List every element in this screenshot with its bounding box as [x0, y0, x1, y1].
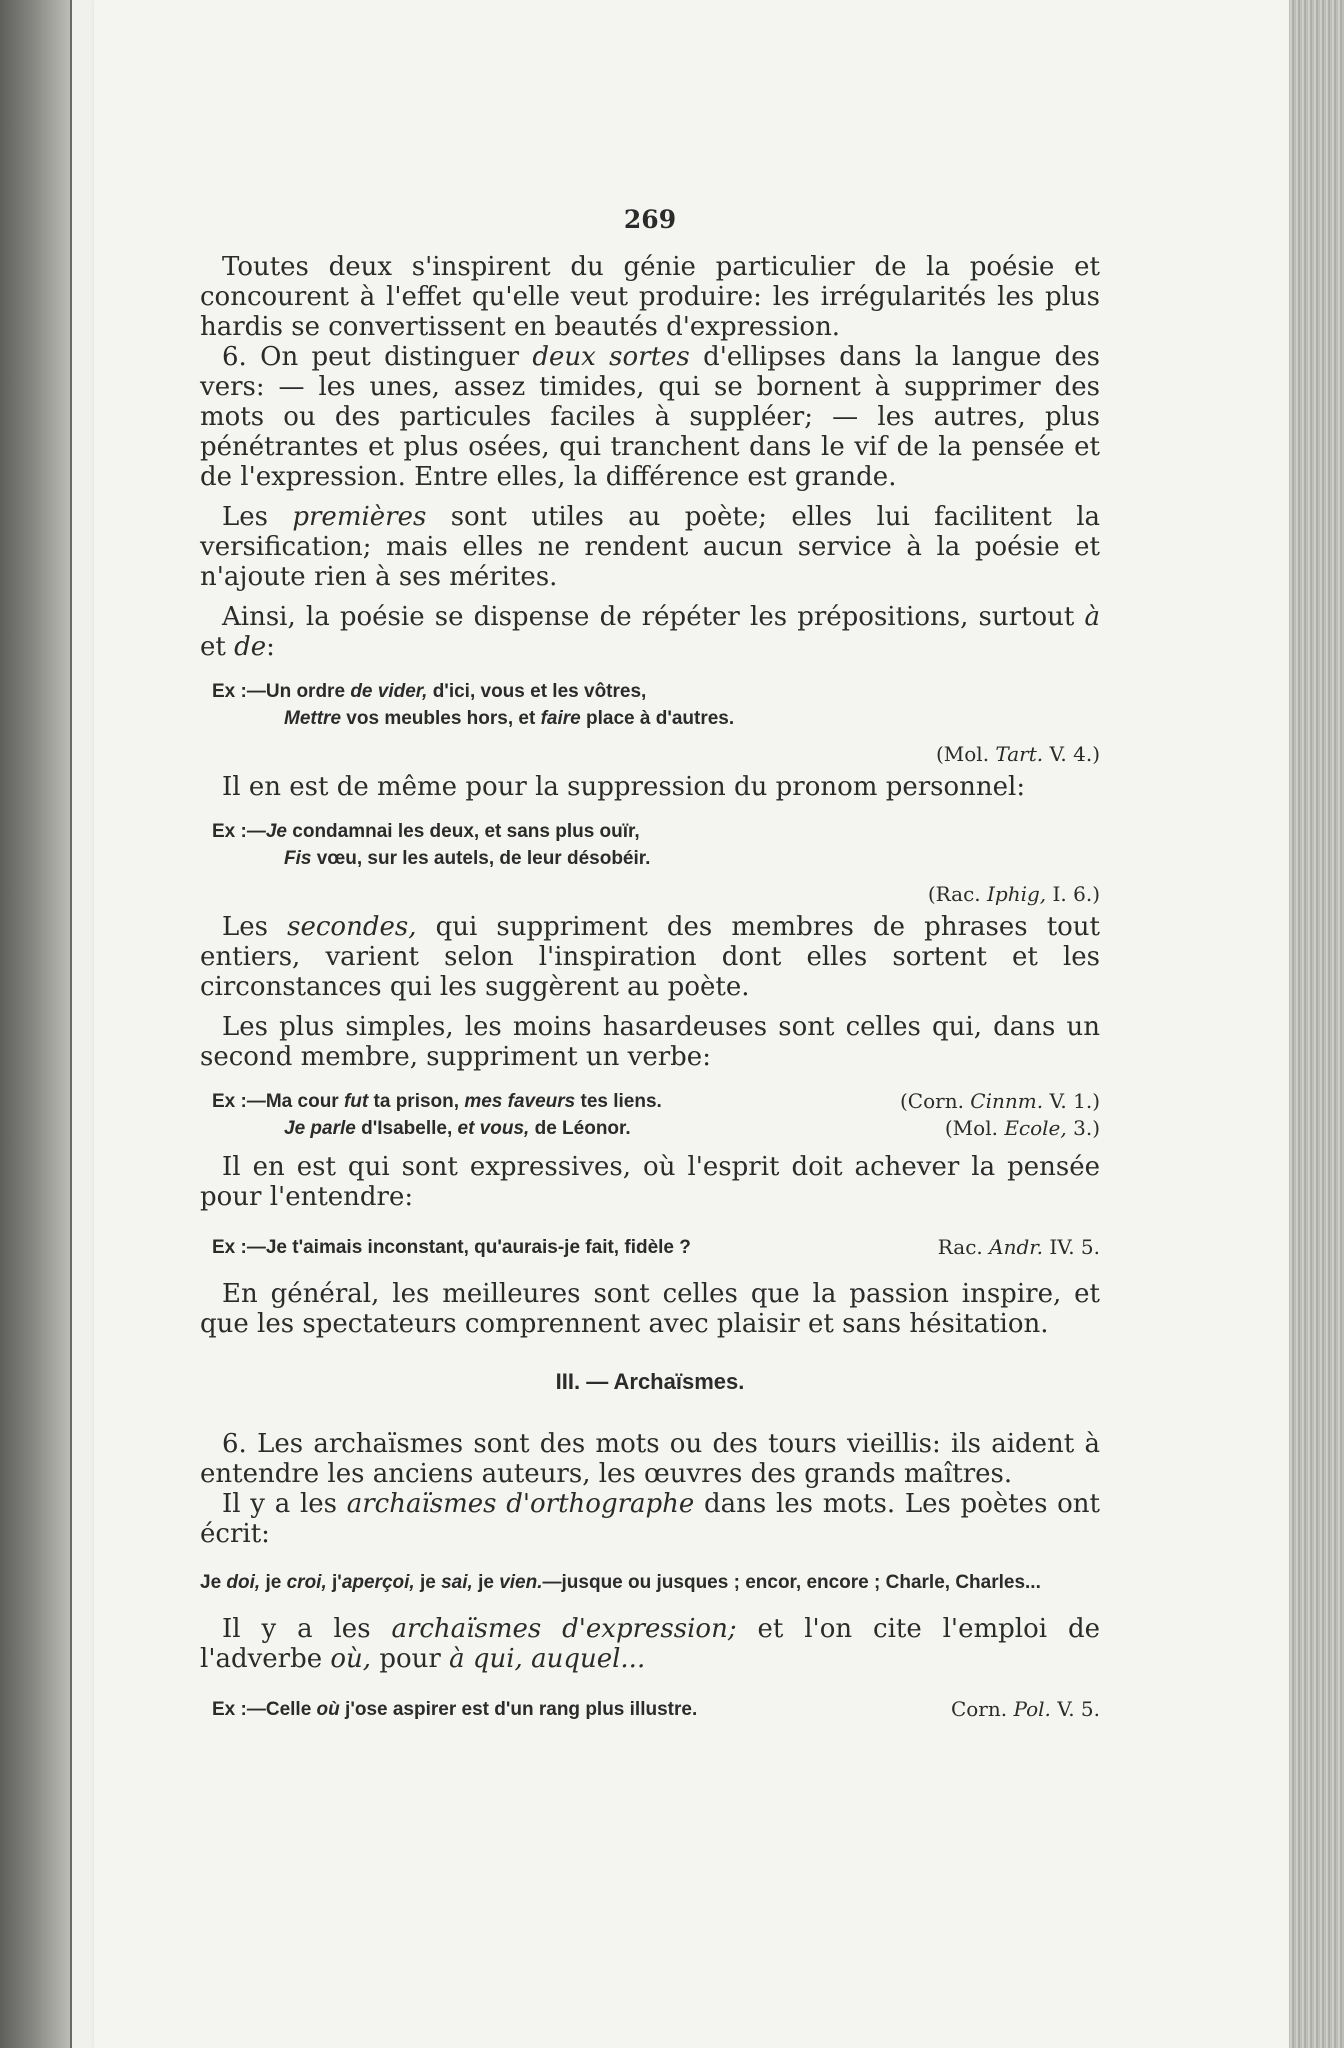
- paragraph-plus-simples: Les plus simples, les moins hasardeuses sont celles qui, dans un second membre, suppriment un verbe:: [200, 1012, 1100, 1072]
- text-span: Toutes deux s'inspirent du génie particulier de la poésie et concourent à l'effet qu'elle veut produire: les irrégularités les plus hardis se convertissent en beautés d'expression.: [200, 252, 1100, 342]
- text-span: IV. 5.: [1042, 1235, 1100, 1259]
- citation-polyeucte: [951, 1696, 1100, 1723]
- paragraph-archaismes: 6. Les archaïsmes sont des mots ou des tours vieillis: ils aident à entendre les anciens auteurs, les œuvres des grands maîtres.: [200, 1429, 1100, 1489]
- text-span: Il y a les: [222, 1614, 392, 1644]
- text-span: Ex :—: [212, 821, 266, 842]
- text-span: ta prison,: [368, 1091, 465, 1112]
- paragraph-expressives: Il en est qui sont expressives, où l'esprit doit achever la pensée pour l'entendre:: [200, 1152, 1100, 1212]
- paragraph-pronom: Il en est de même pour la suppression du pronom personnel:: [222, 772, 1026, 802]
- example-1: [212, 678, 1100, 732]
- paragraph-deux-sortes: [200, 342, 1100, 492]
- text-span: condamnai les deux, et sans plus ouïr,: [287, 821, 640, 842]
- text-span: Ex :—Un ordre: [212, 681, 351, 702]
- emphasis: Andr.: [989, 1235, 1043, 1259]
- emphasis: faire: [540, 708, 581, 729]
- text-span: Il y a les: [222, 1489, 347, 1519]
- emphasis: Je: [265, 821, 287, 842]
- emphasis-orthographe: archaïsmes d'orthographe: [346, 1489, 695, 1519]
- emphasis-expression: archaïsmes d'expression;: [391, 1614, 737, 1644]
- emphasis: croi,: [286, 1572, 327, 1593]
- paragraph-expression: [200, 1614, 1100, 1674]
- emphasis: à qui, auquel...: [449, 1644, 646, 1674]
- text-span: 3.): [1066, 1116, 1100, 1140]
- text-span: d'ellipses dans la langue des vers: — les unes, assez timides, qui se bornent à supprimer des mots ou des particules faciles à suppléer; — les autres, plus pénétrantes et plus osées, qui tranchent dans le vif de la pensée et de l'expression. Entre elles, la différence est grande.: [200, 342, 1100, 492]
- emphasis: Tart.: [995, 742, 1044, 766]
- emphasis: de vider,: [350, 681, 428, 702]
- emphasis: fut: [343, 1091, 369, 1112]
- emphasis: doi,: [226, 1572, 261, 1593]
- text-span: de Léonor.: [529, 1118, 631, 1139]
- text-span: V. 1.): [1043, 1089, 1100, 1113]
- emphasis-secondes: secondes,: [287, 912, 417, 942]
- citation-tartuffe: [200, 742, 1100, 766]
- example-line: [212, 1088, 1100, 1115]
- paragraph-toutes-deux: [200, 252, 1100, 342]
- text-span: qui suppriment des membres de phrases tout entiers, varient selon l'inspiration dont elles sortent et les circonstances qui les suggèrent au poète.: [200, 912, 1100, 1002]
- citation-iphigenie: [200, 882, 1100, 906]
- text-span: vœu, sur les autels, de leur désobéir.: [311, 848, 651, 869]
- text-span: Ainsi, la poésie se dispense de répéter les prépositions, surtout: [222, 602, 1085, 632]
- text-span: Ex :—Je t'aimais inconstant, qu'aurais-je fait, fidèle ?: [212, 1237, 691, 1258]
- page-text: [200, 205, 1100, 1733]
- emphasis-a: à: [1084, 602, 1100, 632]
- emphasis: Je parle: [284, 1118, 356, 1139]
- section-heading-archaismes: III. — Archaïsmes.: [555, 1369, 745, 1394]
- text-span: (Mol.: [935, 742, 996, 766]
- emphasis: Mettre: [284, 708, 342, 729]
- previous-page-edge: [70, 0, 96, 2048]
- emphasis: et vous,: [457, 1118, 530, 1139]
- citation-cinna: [900, 1088, 1100, 1115]
- text-span: dans les mots. Les poètes ont écrit:: [200, 1489, 1100, 1549]
- text-span: je: [260, 1572, 287, 1593]
- text-span: je: [414, 1572, 442, 1593]
- page-stack-edge: [1289, 0, 1344, 2048]
- page-number: 269: [623, 205, 677, 234]
- citation-andromaque: [938, 1234, 1100, 1261]
- example-2: [212, 818, 1100, 872]
- text-span: Ex :—Celle: [212, 1699, 317, 1720]
- paragraph-prepositions: [200, 602, 1100, 662]
- paragraph-en-general: En général, les meilleures sont celles que la passion inspire, et que les spectateurs comprennent avec plaisir et sans hésitation.: [200, 1279, 1100, 1339]
- emphasis-premieres: premières: [292, 502, 427, 532]
- text-span: Les: [222, 912, 288, 942]
- example-line: [212, 678, 1100, 705]
- text-span: Je: [200, 1572, 227, 1593]
- text-span: I. 6.): [1046, 882, 1100, 906]
- emphasis: Iphig,: [987, 882, 1047, 906]
- text-span: place à d'autres.: [580, 708, 735, 729]
- emphasis: Cinnm.: [970, 1089, 1044, 1113]
- emphasis: mes faveurs: [464, 1091, 576, 1112]
- emphasis: sai,: [441, 1572, 473, 1593]
- text-span: sont utiles au poète; elles lui facilitent la versification; mais elles ne rendent aucun service à la poésie et n'ajoute rien à ses mérites.: [200, 502, 1101, 592]
- text-span: j': [326, 1572, 342, 1593]
- emphasis-de: de: [234, 632, 267, 662]
- example-line: [212, 1234, 1100, 1261]
- text-span: je: [472, 1572, 500, 1593]
- paragraph-secondes: [200, 912, 1100, 1002]
- emphasis: aperçoi,: [341, 1572, 415, 1593]
- orthography-examples: [200, 1569, 1100, 1596]
- text-span: Les: [222, 502, 293, 532]
- text-span: (Corn.: [899, 1089, 971, 1113]
- text-span: d'Isabelle,: [355, 1118, 458, 1139]
- text-span: pour: [371, 1644, 450, 1674]
- example-5: [212, 1696, 1100, 1723]
- text-span: Ex :—Ma cour: [212, 1091, 344, 1112]
- text-span: :: [266, 632, 275, 662]
- emphasis-deux-sortes: deux sortes: [532, 342, 690, 372]
- emphasis: vien.: [499, 1572, 543, 1593]
- text-span: Rac.: [937, 1235, 990, 1259]
- example-line: [212, 845, 1100, 872]
- text-span: et l'on cite l'emploi de l'adverbe: [200, 1614, 1100, 1674]
- emphasis: Ecole,: [1004, 1116, 1067, 1140]
- citation-ecole: [945, 1115, 1100, 1142]
- text-span: 6. On peut distinguer: [222, 342, 533, 372]
- example-line: [212, 1115, 1100, 1142]
- text-span: Corn.: [950, 1697, 1014, 1721]
- text-span: d'ici, vous et les vôtres,: [427, 681, 647, 702]
- emphasis: Pol.: [1013, 1697, 1051, 1721]
- example-line: [212, 1696, 1100, 1723]
- text-span: (Mol.: [944, 1116, 1005, 1140]
- text-span: V. 5.: [1050, 1697, 1100, 1721]
- emphasis: où,: [330, 1644, 372, 1674]
- text-span: (Rac.: [927, 882, 987, 906]
- example-line: [212, 705, 1100, 732]
- text-span: —jusque ou jusques ; encor, encore ; Charle, Charles...: [542, 1572, 1041, 1593]
- emphasis: Fis: [284, 848, 312, 869]
- example-4: [212, 1234, 1100, 1261]
- text-span: tes liens.: [575, 1091, 662, 1112]
- text-span: et: [200, 632, 235, 662]
- text-span: j'ose aspirer est d'un rang plus illustre.: [339, 1699, 698, 1720]
- example-line: [212, 818, 1100, 845]
- text-span: V. 4.): [1043, 742, 1100, 766]
- paragraph-orthographe: [200, 1489, 1100, 1549]
- emphasis: où: [316, 1699, 340, 1720]
- example-3: [212, 1088, 1100, 1142]
- paragraph-premieres: [200, 502, 1100, 592]
- text-span: vos meubles hors, et: [341, 708, 541, 729]
- book-binding-shadow: [0, 0, 70, 2048]
